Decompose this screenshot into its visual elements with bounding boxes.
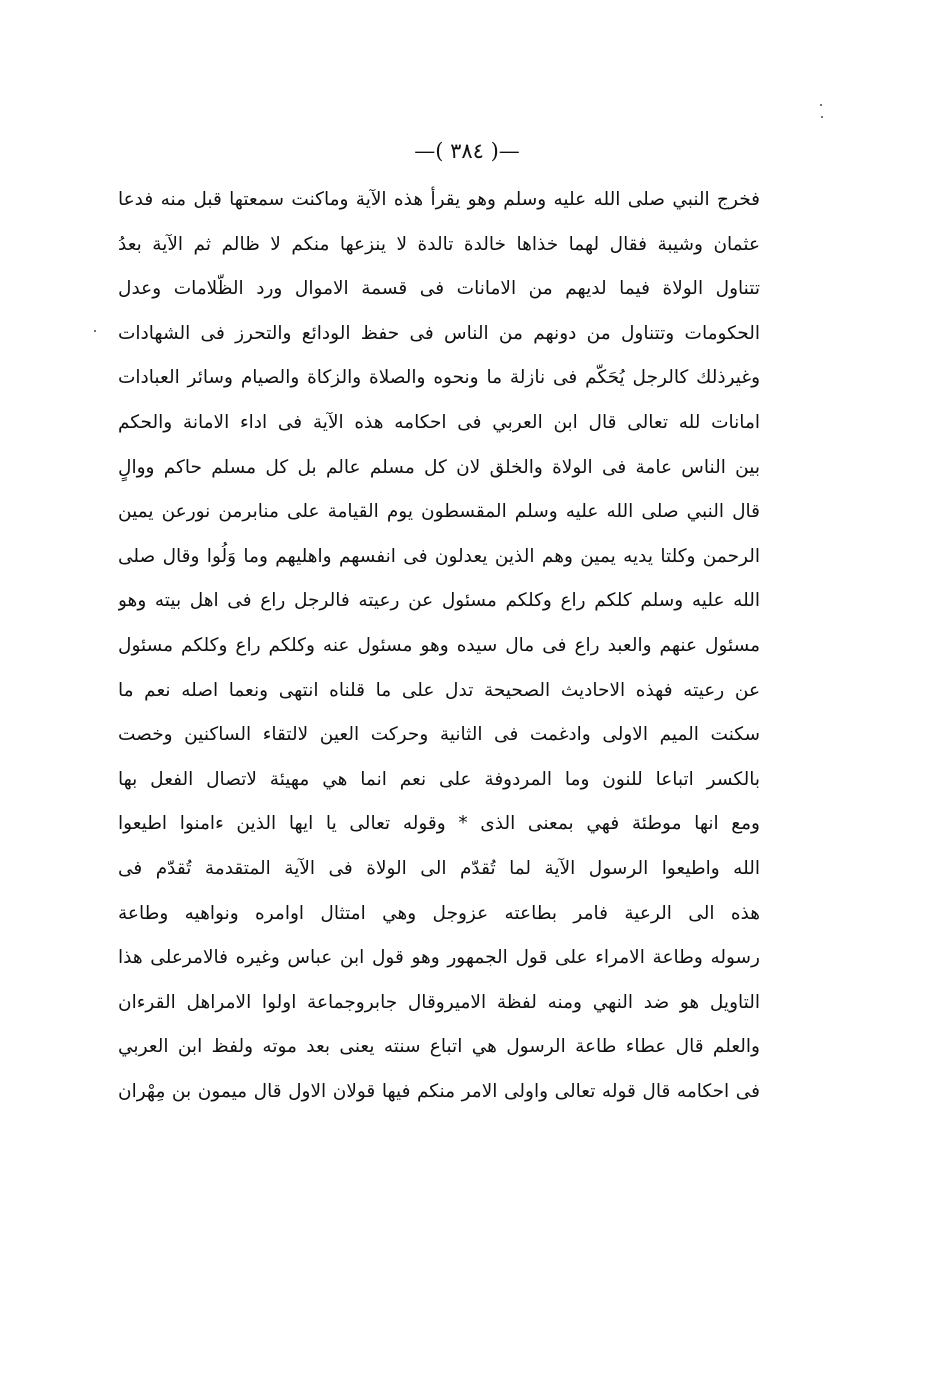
text-line: بين الناس عامة فى الولاة والخلق لان كل مسلم عالم بل كل مسلم حاكم ووالٍ (118, 456, 760, 478)
text-line: الحكومات وتتناول من دونهم من الناس فى حفظ الودائع والتحرز فى الشهادات (118, 322, 760, 344)
text-line: عن رعيته فهذه الاحاديث الصحيحة تدل على ما قلناه انتهى ونعما اصله نعم ما (118, 679, 760, 701)
body-text (118, 178, 760, 1114)
text-line: فخرج النبي صلى الله عليه وسلم وهو يقرأ هذه الآية وماكنت سمعتها قبل منه فدعا (118, 189, 760, 210)
text-line: وغيرذلك كالرجل يُحَكّم فى نازلة ما ونحوه والصلاة والزكاة والصيام وسائر العبادات (118, 367, 760, 389)
text-line: بالكسر اتباعا للنون وما المردوفة على نعم انما هي مهيئة لاتصال الفعل بها (118, 768, 760, 790)
text-line: ومع انها موطئة فهي بمعنى الذى * وقوله تعالى يا ايها الذين ءامنوا اطيعوا (118, 813, 760, 835)
text-line: سكنت الميم الاولى وادغمت فى الثانية وحركت العين لالتقاء الساكنين وخصت (118, 724, 760, 746)
text-line: هذه الى الرعية فامر بطاعته عزوجل وهي امتثال اوامره ونواهيه وطاعة (118, 902, 760, 924)
text-line: الله واطيعوا الرسول الآية لما تُقدّم الى الولاة فى الآية المتقدمة تُقدّم فى (118, 857, 760, 879)
margin-dot (821, 116, 823, 118)
margin-dot (820, 104, 822, 106)
text-line: عثمان وشيبة فقال لهما خذاها خالدة تالدة لا ينزعها منكم لا ظالم ثم الآية بعدُ (118, 233, 760, 255)
text-line: التاويل هو ضد النهي ومنه لفظة الاميروقال جابروجماعة اولوا الامراهل القرءان (118, 991, 760, 1013)
text-line: قال النبي صلى الله عليه وسلم المقسطون يوم القيامة على منابرمن نورعن يمين (118, 501, 760, 523)
text-line: الرحمن وكلتا يديه يمين وهم الذين يعدلون فى انفسهم واهليهم وما وَلُوا وقال صلى (118, 545, 760, 567)
text-line: تتناول الولاة فيما لديهم من الامانات فى قسمة الاموال ورد الظّلامات وعدل (118, 278, 760, 300)
text-line: فى احكامه قال قوله تعالى واولى الامر منكم فيها قولان الاول قال ميمون بن مِهْران (118, 1080, 760, 1102)
text-line: امانات لله تعالى قال ابن العربي فى احكامه هذه الآية فى اداء الامانة والحكم (118, 411, 760, 433)
text-line: الله عليه وسلم كلكم راع وكلكم مسئول عن رعيته فالرجل راع فى اهل بيته وهو (118, 590, 760, 612)
text-line: مسئول عنهم والعبد راع فى مال سيده وهو مسئول عنه وكلكم راع وكلكم مسئول (118, 634, 760, 656)
text-line: رسوله وطاعة الامراء على قول الجمهور وهو قول ابن عباس وغيره فالامرعلى هذا (118, 947, 760, 969)
margin-dot (94, 330, 96, 332)
text-line: والعلم قال عطاء طاعة الرسول هي اتباع سنته يعنى بعد موته ولفظ ابن العربي (118, 1036, 760, 1058)
page-number: —( ٣٨٤ )— (414, 139, 520, 163)
